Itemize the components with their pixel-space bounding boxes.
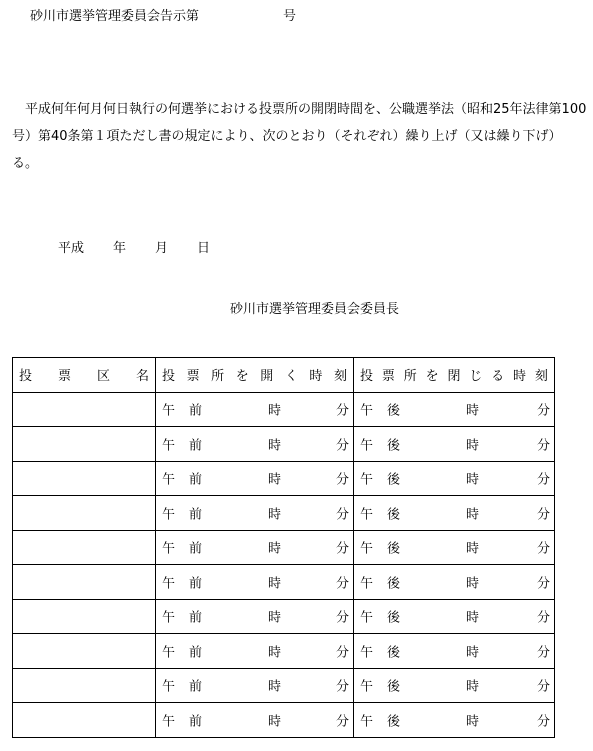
close-pm-char-1: 午 xyxy=(360,645,374,661)
close-pm-char-1: 午 xyxy=(360,541,374,557)
open-hour-label: 時 xyxy=(268,610,282,626)
close-hour-label: 時 xyxy=(466,403,480,419)
district-cell[interactable] xyxy=(13,392,156,427)
close-pm-char-2: 後 xyxy=(387,679,401,695)
header-close-char: 時 xyxy=(513,369,527,385)
header-open-char: 時 xyxy=(309,369,323,385)
district-cell[interactable] xyxy=(13,496,156,531)
table-row xyxy=(13,530,555,565)
close-minute-label: 分 xyxy=(536,714,550,730)
district-cell[interactable] xyxy=(13,565,156,600)
open-hour-label: 時 xyxy=(268,438,282,454)
close-time-cell[interactable] xyxy=(354,634,555,669)
close-pm-char-2: 後 xyxy=(387,714,401,730)
close-pm-char-2: 後 xyxy=(387,576,401,592)
header-district xyxy=(13,358,156,393)
header-close-char: を xyxy=(425,369,439,385)
close-hour-label: 時 xyxy=(466,610,480,626)
open-am-char-2: 前 xyxy=(189,610,203,626)
close-minute-label: 分 xyxy=(536,576,550,592)
district-cell[interactable] xyxy=(13,427,156,462)
close-hour-label: 時 xyxy=(466,576,480,592)
table-row xyxy=(13,703,555,738)
open-am-char-1: 午 xyxy=(162,645,176,661)
header-close-char: る xyxy=(491,369,505,385)
table-row xyxy=(13,427,555,462)
close-minute-label: 分 xyxy=(536,507,550,523)
table-row xyxy=(13,634,555,669)
header-district-char: 区 xyxy=(96,369,110,385)
close-pm-char-2: 後 xyxy=(387,403,401,419)
date-era: 平成 xyxy=(58,241,85,256)
notice-title-suffix: 号 xyxy=(283,9,297,24)
open-am-char-1: 午 xyxy=(162,507,176,523)
open-am-char-2: 前 xyxy=(189,576,203,592)
open-am-char-2: 前 xyxy=(189,541,203,557)
close-pm-char-2: 後 xyxy=(387,541,401,557)
header-close-char: 閉 xyxy=(447,369,461,385)
open-am-char-1: 午 xyxy=(162,610,176,626)
open-am-char-2: 前 xyxy=(189,645,203,661)
close-time-cell[interactable] xyxy=(354,599,555,634)
open-minute-label: 分 xyxy=(335,645,349,661)
close-pm-char-1: 午 xyxy=(360,403,374,419)
open-time-cell[interactable] xyxy=(156,634,354,669)
open-minute-label: 分 xyxy=(335,576,349,592)
header-open-char: 刻 xyxy=(333,369,347,385)
table-row xyxy=(13,668,555,703)
header-district-char: 投 xyxy=(19,369,33,385)
close-pm-char-2: 後 xyxy=(387,507,401,523)
open-minute-label: 分 xyxy=(335,610,349,626)
close-minute-label: 分 xyxy=(536,679,550,695)
open-am-char-1: 午 xyxy=(162,438,176,454)
close-hour-label: 時 xyxy=(466,438,480,454)
close-pm-char-1: 午 xyxy=(360,679,374,695)
close-minute-label: 分 xyxy=(536,610,550,626)
open-am-char-1: 午 xyxy=(162,679,176,695)
header-open-char: を xyxy=(235,369,249,385)
header-open-char: 票 xyxy=(186,369,200,385)
close-pm-char-2: 後 xyxy=(387,645,401,661)
close-time-cell[interactable] xyxy=(354,530,555,565)
close-minute-label: 分 xyxy=(536,541,550,557)
header-close-char: 票 xyxy=(381,369,395,385)
open-am-char-2: 前 xyxy=(189,472,203,488)
open-time-cell[interactable] xyxy=(156,599,354,634)
district-cell[interactable] xyxy=(13,668,156,703)
close-time-cell[interactable] xyxy=(354,496,555,531)
open-hour-label: 時 xyxy=(268,576,282,592)
open-hour-label: 時 xyxy=(268,714,282,730)
close-minute-label: 分 xyxy=(536,438,550,454)
open-hour-label: 時 xyxy=(268,541,282,557)
close-time-cell[interactable] xyxy=(354,392,555,427)
district-cell[interactable] xyxy=(13,461,156,496)
open-minute-label: 分 xyxy=(335,403,349,419)
header-close-char: 所 xyxy=(403,369,417,385)
header-open-char: 所 xyxy=(211,369,225,385)
open-am-char-1: 午 xyxy=(162,576,176,592)
header-district-char: 票 xyxy=(57,369,71,385)
close-time-cell[interactable] xyxy=(354,668,555,703)
close-pm-char-1: 午 xyxy=(360,714,374,730)
close-pm-char-1: 午 xyxy=(360,507,374,523)
open-time-cell[interactable] xyxy=(156,530,354,565)
notice-title-prefix: 砂川市選挙管理委員会告示第 xyxy=(30,9,200,24)
table-row xyxy=(13,496,555,531)
open-minute-label: 分 xyxy=(335,679,349,695)
close-pm-char-2: 後 xyxy=(387,472,401,488)
close-pm-char-2: 後 xyxy=(387,610,401,626)
open-time-cell[interactable] xyxy=(156,565,354,600)
close-minute-label: 分 xyxy=(536,645,550,661)
open-minute-label: 分 xyxy=(335,438,349,454)
header-district-char: 名 xyxy=(135,369,149,385)
close-minute-label: 分 xyxy=(536,472,550,488)
open-hour-label: 時 xyxy=(268,507,282,523)
header-close-char: 投 xyxy=(360,369,374,385)
district-cell[interactable] xyxy=(13,530,156,565)
close-time-cell[interactable] xyxy=(354,427,555,462)
close-hour-label: 時 xyxy=(466,541,480,557)
polling-hours-table xyxy=(12,357,555,738)
table-row xyxy=(13,392,555,427)
open-minute-label: 分 xyxy=(335,714,349,730)
open-am-char-1: 午 xyxy=(162,403,176,419)
district-cell[interactable] xyxy=(13,599,156,634)
table-header-row xyxy=(13,358,555,393)
open-hour-label: 時 xyxy=(268,679,282,695)
close-hour-label: 時 xyxy=(466,679,480,695)
close-time-cell[interactable] xyxy=(354,565,555,600)
close-pm-char-2: 後 xyxy=(387,438,401,454)
close-hour-label: 時 xyxy=(466,714,480,730)
notice-title xyxy=(30,8,296,26)
table-row xyxy=(13,461,555,496)
open-am-char-1: 午 xyxy=(162,472,176,488)
close-pm-char-1: 午 xyxy=(360,610,374,626)
open-am-char-1: 午 xyxy=(162,541,176,557)
close-time-cell[interactable] xyxy=(354,703,555,738)
open-am-char-2: 前 xyxy=(189,507,203,523)
close-hour-label: 時 xyxy=(466,472,480,488)
district-cell[interactable] xyxy=(13,634,156,669)
open-time-cell[interactable] xyxy=(156,392,354,427)
open-hour-label: 時 xyxy=(268,403,282,419)
header-close-time xyxy=(354,358,555,393)
close-pm-char-1: 午 xyxy=(360,438,374,454)
table-row xyxy=(13,565,555,600)
header-open-char: 開 xyxy=(260,369,274,385)
district-cell[interactable] xyxy=(13,703,156,738)
header-open-time xyxy=(156,358,354,393)
header-open-char: く xyxy=(284,369,298,385)
close-pm-char-1: 午 xyxy=(360,576,374,592)
date-year: 年 xyxy=(113,241,127,256)
signer-title: 砂川市選挙管理委員会委員長 xyxy=(230,302,400,317)
open-time-cell[interactable] xyxy=(156,427,354,462)
open-hour-label: 時 xyxy=(268,472,282,488)
open-am-char-2: 前 xyxy=(189,679,203,695)
close-pm-char-1: 午 xyxy=(360,472,374,488)
date-line xyxy=(58,240,210,258)
open-minute-label: 分 xyxy=(335,507,349,523)
close-hour-label: 時 xyxy=(466,645,480,661)
header-close-char: じ xyxy=(469,369,483,385)
close-hour-label: 時 xyxy=(466,507,480,523)
open-am-char-2: 前 xyxy=(189,438,203,454)
header-close-char: 刻 xyxy=(534,369,548,385)
open-time-cell[interactable] xyxy=(156,703,354,738)
close-time-cell[interactable] xyxy=(354,461,555,496)
open-time-cell[interactable] xyxy=(156,496,354,531)
date-month: 月 xyxy=(155,241,169,256)
open-time-cell[interactable] xyxy=(156,668,354,703)
date-day: 日 xyxy=(197,241,211,256)
open-am-char-1: 午 xyxy=(162,714,176,730)
open-am-char-2: 前 xyxy=(189,714,203,730)
notice-body-paragraph: 平成何年何月何日執行の何選挙における投票所の開閉時間を、公職選挙法（昭和25年法律第100号）第40条第１項ただし書の規定により、次のとおり（それぞれ）繰り上げ（又は繰り下げ）る。 xyxy=(12,102,587,171)
open-time-cell[interactable] xyxy=(156,461,354,496)
header-open-char: 投 xyxy=(162,369,176,385)
open-minute-label: 分 xyxy=(335,472,349,488)
table-row xyxy=(13,599,555,634)
open-minute-label: 分 xyxy=(335,541,349,557)
open-am-char-2: 前 xyxy=(189,403,203,419)
open-hour-label: 時 xyxy=(268,645,282,661)
close-minute-label: 分 xyxy=(536,403,550,419)
